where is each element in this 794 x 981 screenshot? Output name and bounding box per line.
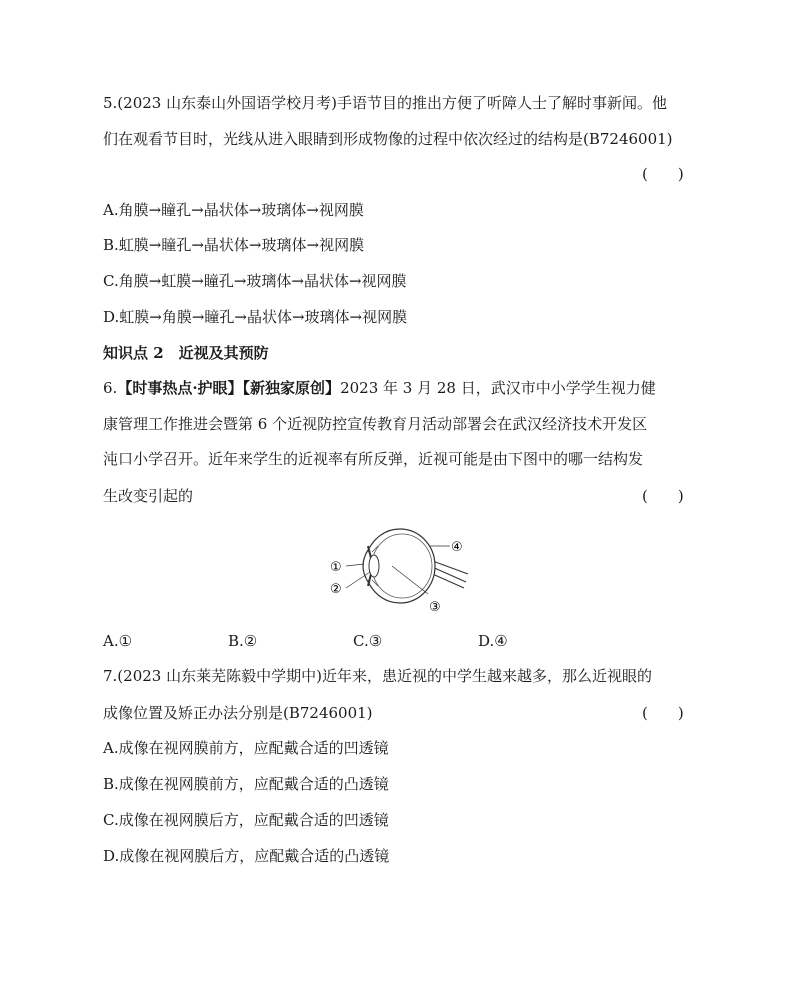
q5-stem-line1: 5.(2023 山东泰山外国语学校月考)手语节目的推出方便了听障人士了解时事新闻。他	[103, 94, 667, 112]
q6-number: 6.	[103, 379, 118, 397]
q7-option-b: B.成像在视网膜前方，应配戴合适的凸透镜	[103, 775, 389, 793]
q6-stem-line2: 康管理工作推进会暨第 6 个近视防控宣传教育月活动部署会在武汉经济技术开发区	[103, 415, 648, 433]
q6-option-b: B.②	[228, 632, 258, 650]
q5-option-b: B.虹膜→瞳孔→晶状体→玻璃体→视网膜	[103, 236, 365, 254]
q7-option-c: C.成像在视网膜后方，应配戴合适的凹透镜	[103, 811, 389, 829]
q7-option-a: A.成像在视网膜前方，应配戴合适的凹透镜	[103, 739, 389, 757]
eye-diagram	[322, 522, 472, 614]
q6-stem-line1-text: 2023 年 3 月 28 日，武汉市中小学学生视力健	[340, 379, 656, 397]
q5-answer-paren: ( )	[642, 165, 684, 183]
q6-stem-line1	[103, 378, 656, 398]
q6-tag-original: 【新独家原创】	[242, 379, 341, 397]
q7-option-d: D.成像在视网膜后方，应配戴合适的凸透镜	[103, 847, 390, 865]
eye-label-4: ④	[451, 540, 463, 555]
eye-label-1: ①	[330, 560, 342, 575]
q6-stem-line3: 沌口小学召开。近年来学生的近视率有所反弹，近视可能是由下图中的哪一结构发	[103, 450, 644, 468]
q5-option-d: D.虹膜→角膜→瞳孔→晶状体→玻璃体→视网膜	[103, 308, 408, 326]
q6-tag-hotspot: 【时事热点·护眼】	[117, 379, 243, 397]
q5-option-a: A.角膜→瞳孔→晶状体→玻璃体→视网膜	[103, 201, 364, 219]
q6-option-a: A.①	[103, 632, 133, 650]
eye-label-3: ③	[429, 600, 441, 614]
q6-option-d: D.④	[478, 632, 508, 650]
q7-stem-line2: 成像位置及矫正办法分别是(B7246001)	[103, 704, 373, 722]
eye-label-2: ②	[330, 582, 342, 597]
section-heading: 知识点 2 近视及其预防	[103, 344, 269, 362]
q6-stem-line4: 生改变引起的	[103, 487, 194, 505]
q6-answer-paren: ( )	[642, 487, 684, 505]
q5-option-c: C.角膜→虹膜→瞳孔→玻璃体→晶状体→视网膜	[103, 272, 407, 290]
q7-answer-paren: ( )	[642, 704, 684, 722]
q6-option-c: C.③	[353, 632, 383, 650]
q7-stem-line1: 7.(2023 山东莱芜陈毅中学期中)近年来，患近视的中学生越来越多，那么近视眼的	[103, 667, 652, 685]
q5-stem-line2: 们在观看节目时，光线从进入眼睛到形成物像的过程中依次经过的结构是(B7246001)	[103, 130, 673, 148]
